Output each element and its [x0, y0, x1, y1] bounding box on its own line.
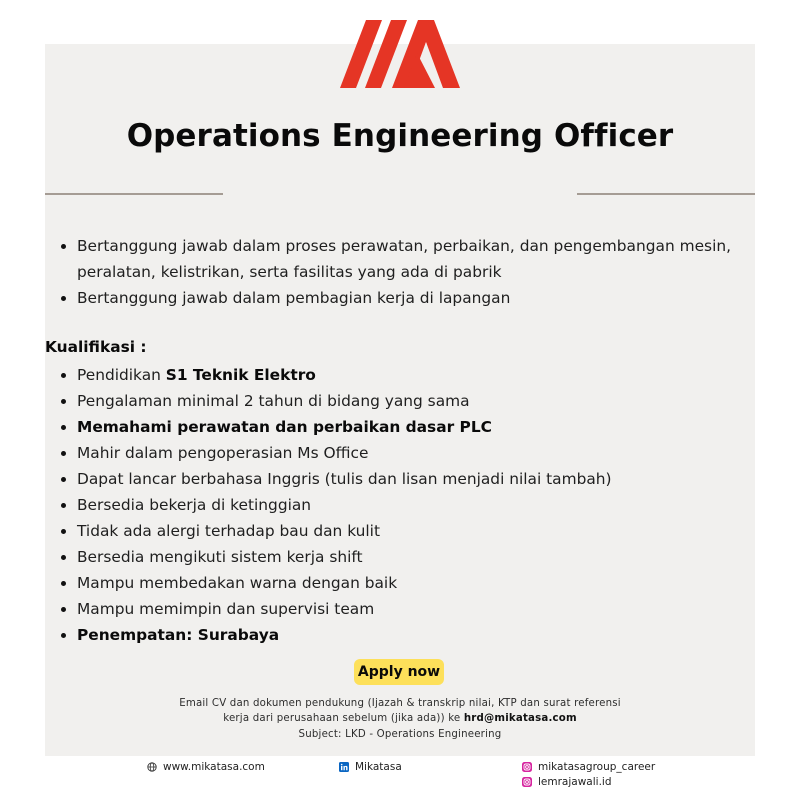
divider-left: [45, 193, 223, 195]
qualifications-list: [60, 362, 740, 648]
qualification-item: [60, 570, 740, 596]
footer-linkedin[interactable]: [339, 761, 402, 773]
job-title: Operations Engineering Officer: [126, 118, 674, 154]
qualification-item: [60, 492, 740, 518]
duty-item-text: Bertanggung jawab dalam proses perawatan, perbaikan, dan pengembangan mesin, peralatan, kelistrikan, serta fasilitas yang ada di pabrik: [77, 237, 731, 281]
instagram-career-text: mikatasagroup_career: [538, 761, 656, 773]
qualification-item: [60, 544, 740, 570]
instagram-icon: [522, 762, 532, 772]
duties-list: [60, 233, 740, 311]
apply-now-button[interactable]: Apply now: [354, 659, 444, 685]
qualification-item: [60, 518, 740, 544]
divider-right: [577, 193, 755, 195]
footer-instagram-lemrajawali[interactable]: [522, 776, 612, 788]
qualification-item-text: Bersedia bekerja di ketinggian: [77, 496, 312, 514]
email-address[interactable]: hrd@mikatasa.com: [463, 713, 577, 725]
qualification-item-text: Tidak ada alergi terhadap bau dan kulit: [77, 522, 380, 540]
qualification-item: [60, 388, 740, 414]
linkedin-text: Mikatasa: [355, 761, 402, 773]
linkedin-icon: [339, 762, 349, 772]
instruction-line-1: Email CV dan dokumen pendukung (Ijazah & transkrip nilai, KTP dan surat referensi: [179, 698, 621, 709]
duty-item-text: Bertanggung jawab dalam pembagian kerja di lapangan: [77, 289, 511, 307]
qualification-item-text: Mampu memimpin dan supervisi team: [77, 600, 375, 618]
globe-icon: [147, 762, 157, 772]
footer-instagram-career[interactable]: [522, 761, 655, 773]
duty-item: [60, 233, 740, 285]
qualification-item: [60, 622, 740, 648]
qualification-item-text: Bersedia mengikuti sistem kerja shift: [77, 548, 363, 566]
mikatasa-logo: [340, 20, 460, 88]
qualification-item: [60, 466, 740, 492]
instagram-lemrajawali-text: lemrajawali.id: [538, 776, 612, 788]
qualification-item: [60, 414, 740, 440]
instruction-line-2: kerja dari perusahaan sebelum (jika ada)) ke: [223, 713, 464, 725]
qualification-item-text: Pengalaman minimal 2 tahun di bidang yang sama: [77, 392, 470, 410]
qualification-item-emphasis: Memahami perawatan dan perbaikan dasar PLC: [77, 418, 492, 436]
qualification-item-text: Mahir dalam pengoperasian Ms Office: [77, 444, 369, 462]
subject-line: Subject: LKD - Operations Engineering: [298, 728, 502, 740]
qualifications-heading: Kualifikasi :: [45, 338, 147, 356]
duty-item: [60, 285, 740, 311]
qualification-item-text: Mampu membedakan warna dengan baik: [77, 574, 398, 592]
qualification-item: [60, 440, 740, 466]
qualification-item-emphasis: Penempatan: Surabaya: [77, 626, 280, 644]
website-text: www.mikatasa.com: [163, 761, 265, 773]
qualification-item-text: Pendidikan: [77, 366, 166, 384]
qualification-item-text: Dapat lancar berbahasa Inggris (tulis dan lisan menjadi nilai tambah): [77, 470, 612, 488]
qualification-item: [60, 596, 740, 622]
apply-instructions: [120, 696, 680, 742]
footer-website[interactable]: [147, 761, 265, 773]
qualification-item: [60, 362, 740, 388]
instagram-icon: [522, 777, 532, 787]
qualification-item-emphasis: S1 Teknik Elektro: [165, 366, 316, 384]
